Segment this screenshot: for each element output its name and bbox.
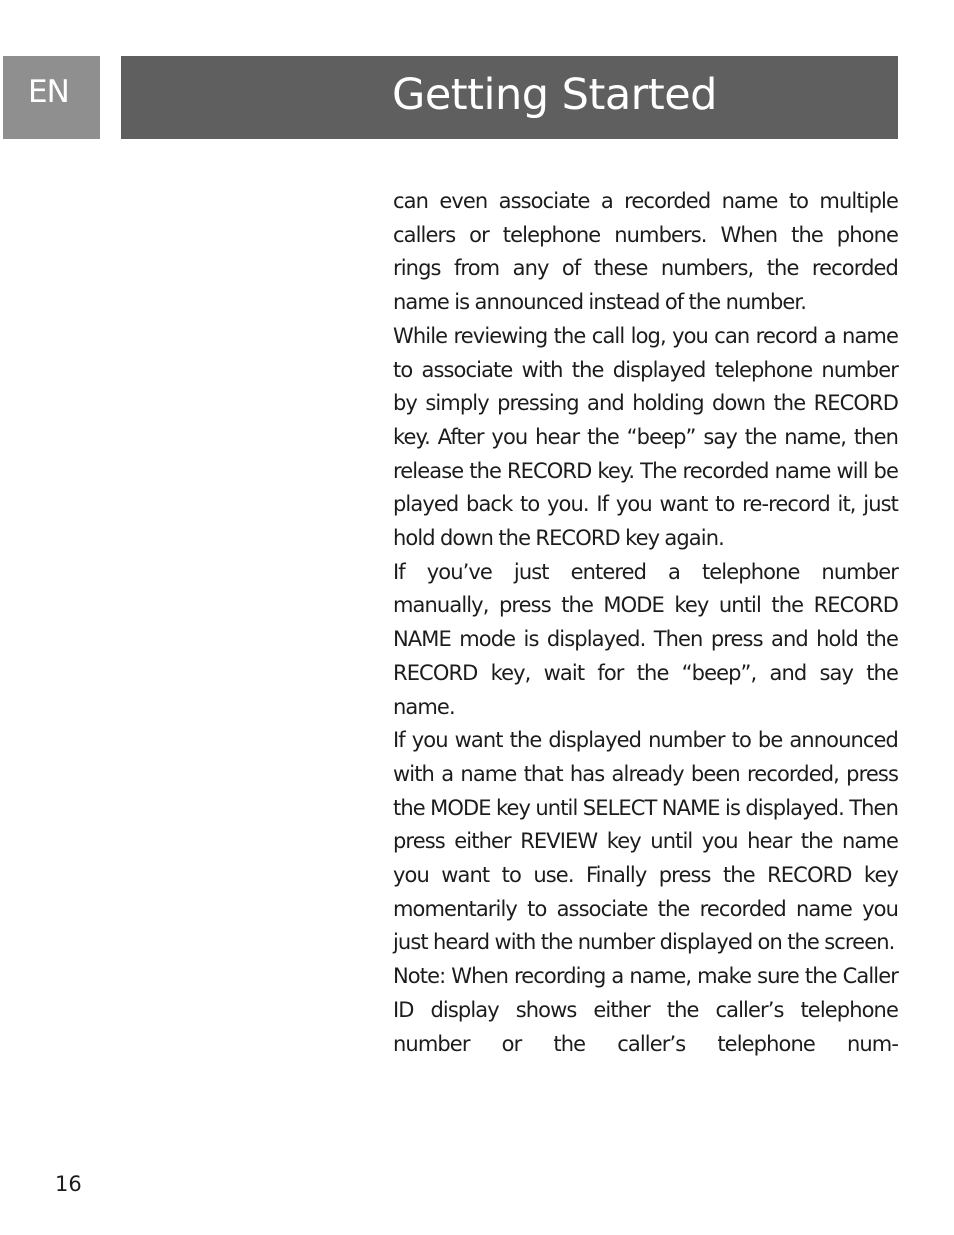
paragraph-associate-name: can even associate a recorded name to multiple callers or telephone numbers. When the phone rings from any of these numbers, the recorded name is announced instead of the number. xyxy=(393,189,898,315)
body-text xyxy=(393,185,898,1061)
paragraph-call-log-record: While reviewing the call log, you can record a name to associate with the displayed telephone number by simply pressing and holding down the RECORD key. After you hear the “beep” say the name, then release the RECORD key. The recorded name will be played back to you. If you want to re-record it, just hold down the RECORD key again. xyxy=(393,323,898,551)
language-label: EN xyxy=(28,74,69,110)
paragraph-note: Note: When recording a name, make sure the Caller ID display shows either the caller’s telephone number or the caller’s telephone num- xyxy=(393,964,898,1056)
paragraph-select-name: If you want the displayed number to be announced with a name that has already been recorded, press the MODE key until SELECT NAME is displayed. Then press either REVIEW key until you hear the name you want to use. Finally press the RECORD key momentarily to associate the recorded name you just heard with the number displayed on the screen. xyxy=(393,728,898,955)
page-number: 16 xyxy=(55,1172,82,1196)
title-bar xyxy=(121,56,898,139)
language-tab xyxy=(3,56,100,139)
paragraph-manual-entry: If you’ve just entered a telephone number manually, press the MODE key until the RECORD NAME mode is displayed. Then press and hold the RECORD key, wait for the “beep”, and say the name. xyxy=(393,559,898,719)
page-title: Getting Started xyxy=(392,70,717,120)
